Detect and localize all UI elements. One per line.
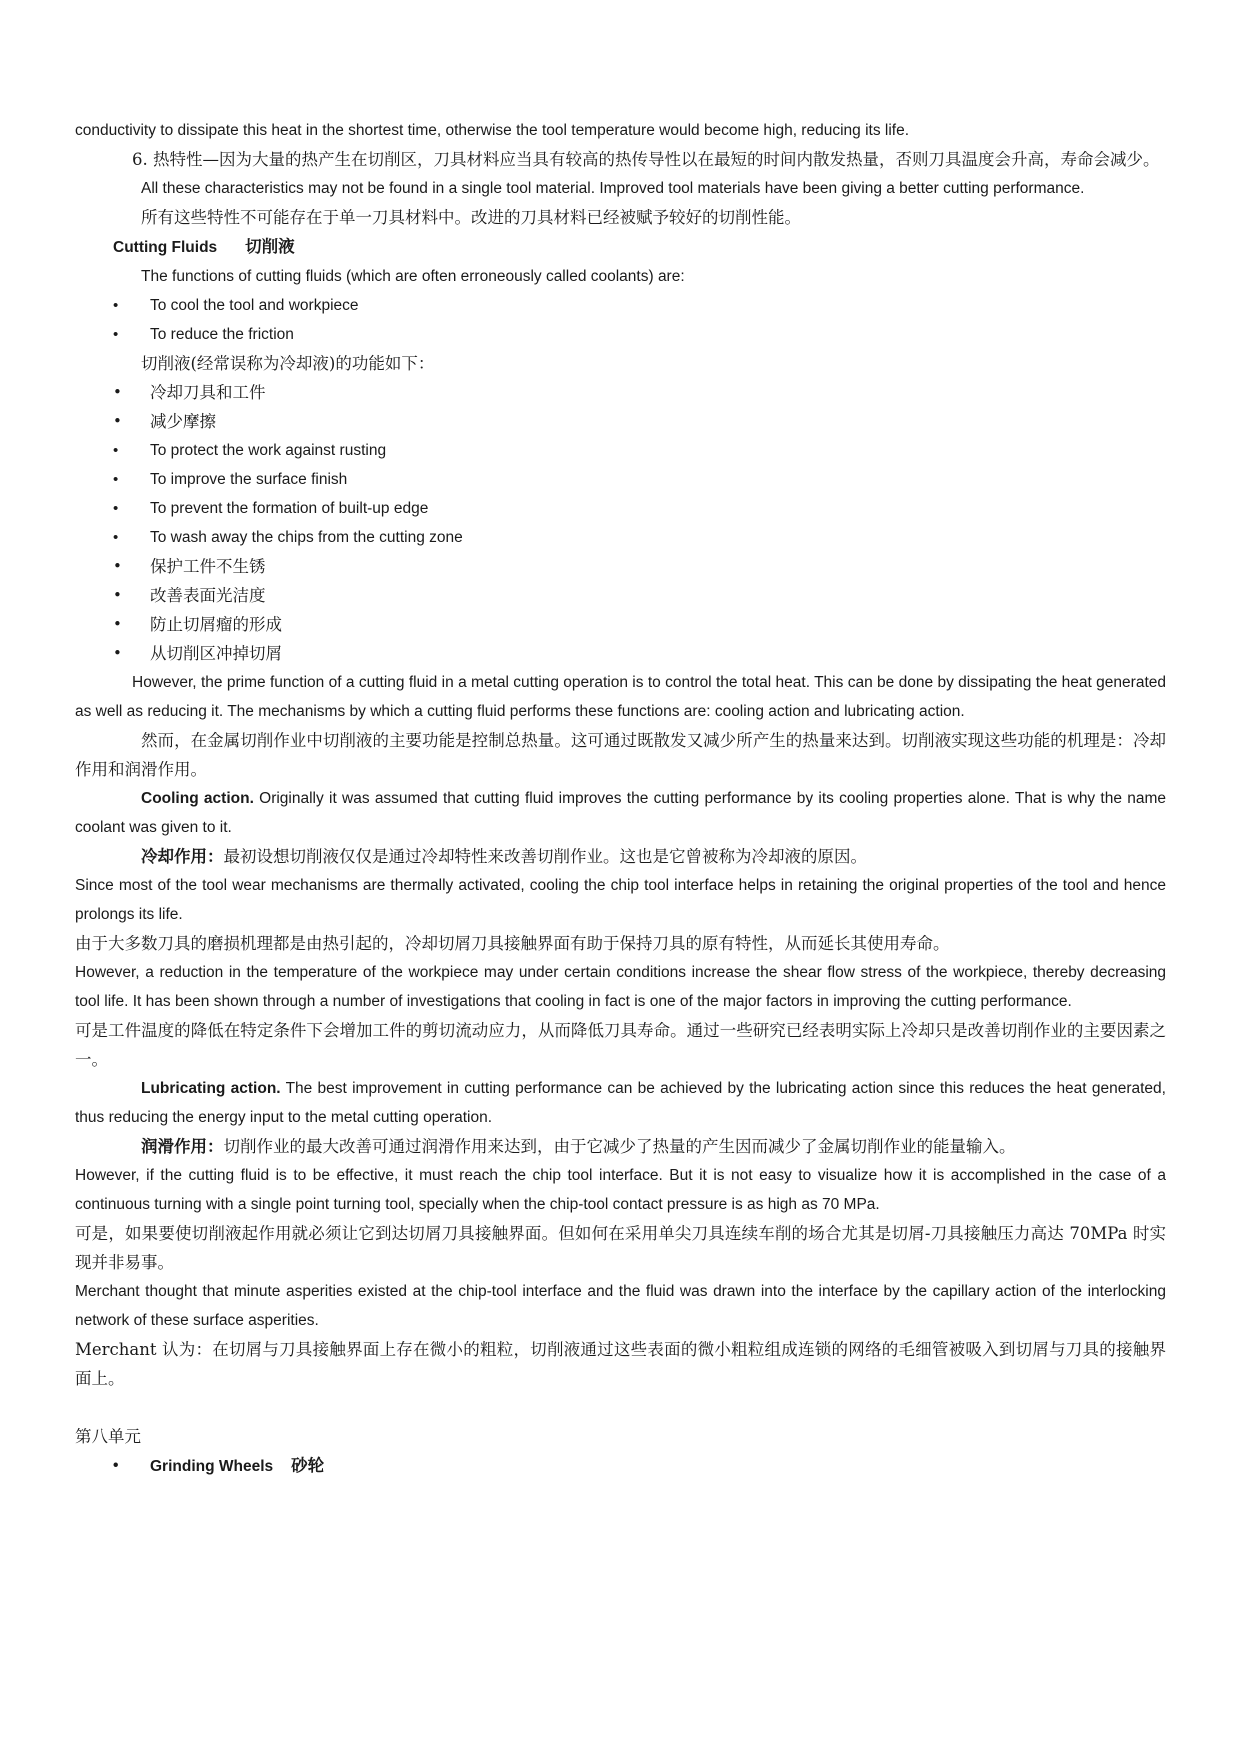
heading-text-zh: 切削液	[245, 237, 295, 256]
unit-heading: 第八单元	[75, 1427, 141, 1446]
list-item: • 防止切屑瘤的形成	[75, 610, 1166, 639]
paragraph: However, a reduction in the temperature of the workpiece may under certain conditions increase the shear flow stress of the workpiece, thereby decreasing tool life. It has been shown through a number of investigations that cooling in fact is one of the major factors in improving the cutting performance.	[75, 964, 1166, 1010]
bullet-icon: •	[113, 557, 122, 575]
list-item: • 冷却刀具和工件	[75, 378, 1166, 407]
bullet-icon: •	[113, 326, 119, 343]
bullet-icon: •	[113, 383, 122, 401]
list-item: • 改善表面光洁度	[75, 581, 1166, 610]
paragraph-zh: 冷却作用：最初设想切削液仅仅是通过冷却特性来改善切削作业。这也是它曾被称为冷却液的原因。	[141, 847, 867, 866]
paragraph-lubricating-action: Lubricating action. The best improvement in cutting performance can be achieved by the lubricating action since this reduces the heat generated, thus reducing the energy input to the metal cutting operation.	[75, 1080, 1166, 1126]
bullet-icon: •	[113, 615, 122, 633]
paragraph: However, the prime function of a cutting fluid in a metal cutting operation is to control the total heat. This can be done by dissipating the heat generated as well as reducing it. The mechanisms by which a cutting fluid performs these functions are: cooling action and lubricating action.	[75, 674, 1166, 720]
bullet-icon: •	[113, 297, 119, 314]
bullet-icon: •	[113, 412, 122, 430]
paragraph-zh: 可是，如果要使切削液起作用就必须让它到达切屑刀具接触界面。但如何在采用单尖刀具连续车削的场合尤其是切屑-刀具接触压力高达 70MPa 时实现并非易事。	[75, 1224, 1166, 1272]
list-item: • 保护工件不生锈	[75, 552, 1166, 581]
lead-text: 冷却作用：	[141, 847, 224, 866]
paragraph-zh: 所有这些特性不可能存在于单一刀具材料中。改进的刀具材料已经被赋予较好的切削性能。	[141, 208, 801, 227]
bullet-icon: •	[113, 500, 119, 517]
list-item: • To cool the tool and workpiece	[75, 291, 1166, 320]
paragraph: All these characteristics may not be found in a single tool material. Improved tool materials have been giving a better cutting performance.	[141, 180, 1085, 197]
list-item: • 减少摩擦	[75, 407, 1166, 436]
list-item: • To reduce the friction	[75, 320, 1166, 349]
grinding-wheels-heading: • Grinding Wheels 砂轮	[75, 1451, 1166, 1481]
bullet-icon: •	[113, 644, 122, 662]
bullet-icon: •	[113, 529, 119, 546]
paragraph-cooling-action: Cooling action. Originally it was assumed that cutting fluid improves the cutting performance by its cooling properties alone. That is why the name coolant was given to it.	[75, 790, 1167, 836]
paragraph-zh: Merchant 认为：在切屑与刀具接触界面上存在微小的粗粒，切削液通过这些表面的微小粗粒组成连锁的网络的毛细管被吸入到切屑与刀具的接触界面上。	[75, 1340, 1166, 1388]
bullet-icon: •	[113, 442, 119, 459]
paragraph-zh: 润滑作用：切削作业的最大改善可通过润滑作用来达到，由于它减少了热量的产生因而减少了金属切削作业的能量输入。	[141, 1137, 1016, 1156]
paragraph: The functions of cutting fluids (which are often erroneously called coolants) are:	[141, 268, 685, 285]
list-item: • To improve the surface finish	[75, 465, 1166, 494]
list-item: • 从切削区冲掉切屑	[75, 639, 1166, 668]
bullet-list	[75, 378, 1166, 668]
section-heading-cutting-fluids	[113, 232, 1166, 262]
lead-text: Lubricating action.	[141, 1080, 281, 1097]
paragraph-zh: 然而，在金属切削作业中切削液的主要功能是控制总热量。这可通过既散发又减少所产生的热量来达到。切削液实现这些功能的机理是：冷却作用和润滑作用。	[75, 731, 1166, 779]
heading-text: Cutting Fluids	[113, 239, 218, 256]
paragraph-zh: 6. 热特性—因为大量的热产生在切削区，刀具材料应当具有较高的热传导性以在最短的时间内散发热量，否则刀具温度会升高，寿命会减少。	[132, 150, 1160, 169]
paragraph-zh: 切削液(经常误称为冷却液)的功能如下：	[141, 354, 435, 373]
bullet-icon: •	[113, 471, 119, 488]
paragraph: Since most of the tool wear mechanisms are thermally activated, cooling the chip tool interface helps in retaining the original properties of the tool and hence prolongs its life.	[75, 877, 1166, 923]
bullet-list	[75, 291, 1166, 349]
lead-text: 润滑作用：	[141, 1137, 224, 1156]
spacer	[75, 1393, 1166, 1422]
list-item: • To prevent the formation of built-up edge	[75, 494, 1166, 523]
paragraph-zh: 由于大多数刀具的磨损机理都是由热引起的，冷却切屑刀具接触界面有助于保持刀具的原有特性，从而延长其使用寿命。	[75, 934, 950, 953]
paragraph: Merchant thought that minute asperities existed at the chip-tool interface and the fluid was drawn into the interface by the capillary action of the interlocking network of these surface asperities.	[75, 1283, 1166, 1329]
paragraph-zh: 可是工件温度的降低在特定条件下会增加工件的剪切流动应力，从而降低刀具寿命。通过一些研究已经表明实际上冷却只是改善切削作业的主要因素之一。	[75, 1021, 1166, 1069]
bullet-icon: •	[113, 1457, 119, 1474]
lead-text: Cooling action.	[141, 790, 254, 807]
bullet-icon: •	[113, 586, 122, 604]
list-item: • To protect the work against rusting	[75, 436, 1166, 465]
paragraph: conductivity to dissipate this heat in the shortest time, otherwise the tool temperature would become high, reducing its life.	[75, 122, 909, 139]
document-page	[75, 116, 1166, 1481]
paragraph: However, if the cutting fluid is to be effective, it must reach the chip tool interface. But it is not easy to visualize how it is accomplished in the case of a continuous turning with a single point turning tool, specially when the chip-tool contact pressure is as high as 70 MPa.	[75, 1167, 1166, 1213]
list-item: • To wash away the chips from the cutting zone	[75, 523, 1166, 552]
